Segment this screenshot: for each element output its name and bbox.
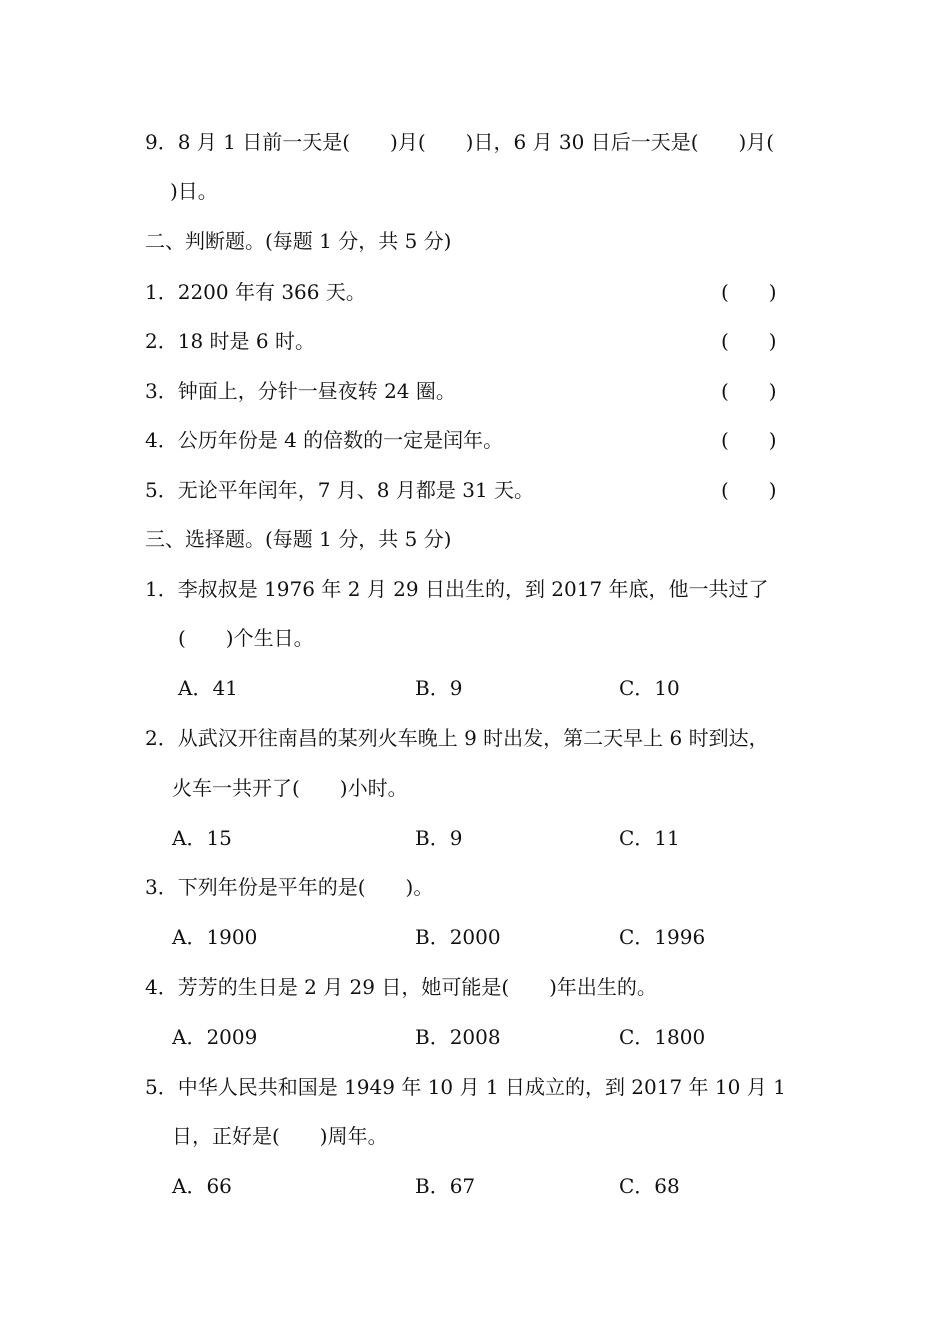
option-b[interactable]: B．9 xyxy=(415,676,463,700)
answer-blank[interactable]: ( ) xyxy=(721,329,777,353)
fill-q9-line2: )日。 xyxy=(170,179,218,203)
option-b[interactable]: B．9 xyxy=(415,826,463,850)
option-a[interactable]: A．1900 xyxy=(172,925,258,949)
option-c[interactable]: C．1996 xyxy=(619,925,706,949)
option-a[interactable]: A．2009 xyxy=(172,1025,258,1049)
option-a[interactable]: A．41 xyxy=(178,676,238,700)
option-c[interactable]: C．11 xyxy=(619,826,680,850)
option-a[interactable]: A．66 xyxy=(172,1174,232,1198)
choice-q2-line2: 火车一共开了( )小时。 xyxy=(172,776,408,800)
choice-q2-line1: 2．从武汉开往南昌的某列火车晚上 9 时出发，第二天早上 6 时到达， xyxy=(145,726,769,750)
choice-q4-line1: 4．芳芳的生日是 2 月 29 日，她可能是( )年出生的。 xyxy=(145,975,657,999)
judgment-heading: 二、判断题。(每题 1 分，共 5 分) xyxy=(145,229,452,253)
option-b[interactable]: B．67 xyxy=(415,1174,476,1198)
judgment-item-text: 1．2200 年有 366 天。 xyxy=(145,280,366,304)
option-c[interactable]: C．1800 xyxy=(619,1025,706,1049)
choice-heading: 三、选择题。(每题 1 分，共 5 分) xyxy=(145,527,452,551)
choice-q5-line1: 5．中华人民共和国是 1949 年 10 月 1 日成立的，到 2017 年 10 月 1 xyxy=(145,1075,786,1099)
judgment-item xyxy=(145,379,785,403)
choice-q1-line2: ( )个生日。 xyxy=(178,626,314,650)
judgment-item-text: 4．公历年份是 4 的倍数的一定是闰年。 xyxy=(145,428,504,452)
option-b[interactable]: B．2000 xyxy=(415,925,501,949)
choice-q1-line1: 1．李叔叔是 1976 年 2 月 29 日出生的，到 2017 年底，他一共过了 xyxy=(145,577,769,601)
judgment-item-text: 5．无论平年闰年，7 月、8 月都是 31 天。 xyxy=(145,478,535,502)
answer-blank[interactable]: ( ) xyxy=(721,478,777,502)
option-a[interactable]: A．15 xyxy=(172,826,232,850)
answer-blank[interactable]: ( ) xyxy=(721,280,777,304)
choice-q3-line1: 3．下列年份是平年的是( )。 xyxy=(145,875,434,899)
option-b[interactable]: B．2008 xyxy=(415,1025,501,1049)
judgment-item xyxy=(145,478,785,502)
judgment-item xyxy=(145,329,785,353)
answer-blank[interactable]: ( ) xyxy=(721,379,777,403)
answer-blank[interactable]: ( ) xyxy=(721,428,777,452)
judgment-item xyxy=(145,280,785,304)
option-c[interactable]: C．10 xyxy=(619,676,680,700)
judgment-item-text: 2．18 时是 6 时。 xyxy=(145,329,315,353)
fill-q9-line1: 9．8 月 1 日前一天是( )月( )日，6 月 30 日后一天是( )月( xyxy=(145,130,775,154)
judgment-item-text: 3．钟面上，分针一昼夜转 24 圈。 xyxy=(145,379,456,403)
choice-q5-line2: 日，正好是( )周年。 xyxy=(172,1124,388,1148)
option-c[interactable]: C．68 xyxy=(619,1174,680,1198)
judgment-item xyxy=(145,428,785,452)
